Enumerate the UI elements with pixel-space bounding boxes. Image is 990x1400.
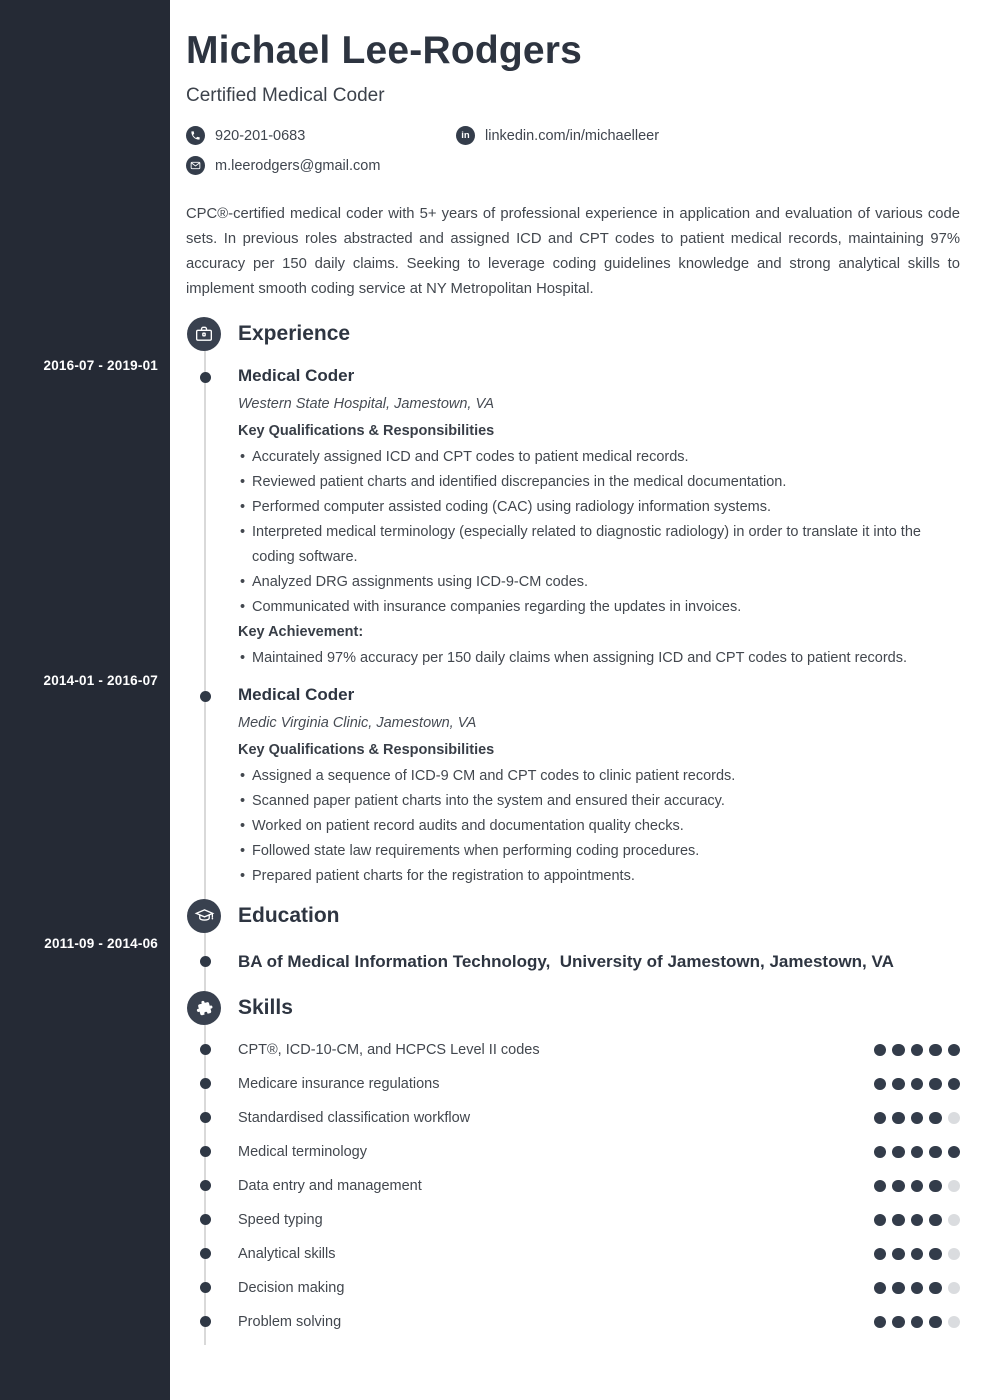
rating-dot-filled — [911, 1078, 924, 1091]
achievement-bullet: • Maintained 97% accuracy per 150 daily claims when assigning ICD and CPT codes to patient records. — [238, 646, 960, 671]
achievement-heading: Key Achievement: — [238, 623, 364, 640]
timeline-dot — [200, 1214, 211, 1225]
education-section-title: Education — [238, 903, 340, 927]
job-bullet: • Reviewed patient charts and identified discrepancies in the medical documentation. — [238, 470, 960, 495]
rating-dot-filled — [948, 1044, 961, 1057]
rating-dot-filled — [892, 1112, 905, 1125]
skill-label: Speed typing — [238, 1211, 323, 1228]
person-title: Certified Medical Coder — [186, 85, 385, 106]
linkedin-value[interactable]: linkedin.com/in/michaelleer — [485, 127, 660, 144]
rating-dot-filled — [874, 1146, 887, 1159]
rating-dot-filled — [911, 1044, 924, 1057]
rating-dot-filled — [874, 1282, 887, 1295]
rating-dot-filled — [929, 1316, 942, 1329]
skill-rating — [874, 1248, 961, 1261]
timeline-dot — [200, 1146, 211, 1157]
rating-dot-filled — [929, 1180, 942, 1193]
rating-dot-filled — [892, 1044, 905, 1057]
rating-dot-filled — [911, 1180, 924, 1193]
job-subheading: Key Qualifications & Responsibilities — [238, 741, 495, 758]
rating-dot-filled — [874, 1044, 887, 1057]
rating-dot-filled — [892, 1316, 905, 1329]
rating-dot-empty — [948, 1214, 961, 1227]
experience-entry-2 — [238, 684, 960, 889]
timeline-dot — [200, 1282, 211, 1293]
rating-dot-filled — [874, 1248, 887, 1261]
timeline-dot — [200, 1316, 211, 1327]
experience-2-dates: 2014-01 - 2016-07 — [43, 673, 158, 688]
rating-dot-empty — [948, 1112, 961, 1125]
timeline-dot — [200, 1180, 211, 1191]
skill-label: Decision making — [238, 1279, 345, 1296]
skills-section-header — [187, 991, 960, 1025]
rating-dot-filled — [892, 1248, 905, 1261]
skill-label: Medical terminology — [238, 1143, 367, 1160]
rating-dot-filled — [948, 1146, 961, 1159]
skill-row — [238, 1271, 960, 1305]
job-bullet: • Scanned paper patient charts into the system and ensured their accuracy. — [238, 789, 960, 814]
person-name: Michael Lee-Rodgers — [186, 29, 583, 72]
rating-dot-filled — [911, 1316, 924, 1329]
rating-dot-filled — [892, 1078, 905, 1091]
skill-row — [238, 1169, 960, 1203]
degree-line: BA of Medical Information Technology, University of Jamestown, Jamestown, VA — [238, 951, 894, 971]
skills-list — [238, 1033, 960, 1339]
job-bullet: • Worked on patient record audits and documentation quality checks. — [238, 814, 960, 839]
rating-dot-filled — [874, 1112, 887, 1125]
skill-rating — [874, 1180, 961, 1193]
skill-label: Data entry and management — [238, 1177, 422, 1194]
puzzle-icon — [187, 991, 221, 1025]
skill-row — [238, 1067, 960, 1101]
rating-dot-filled — [929, 1146, 942, 1159]
job-bullet: • Followed state law requirements when performing coding procedures. — [238, 839, 960, 864]
job-bullet-list — [238, 764, 960, 889]
rating-dot-empty — [948, 1316, 961, 1329]
rating-dot-filled — [911, 1248, 924, 1261]
contact-email — [186, 156, 456, 175]
rating-dot-filled — [874, 1316, 887, 1329]
phone-value[interactable]: 920-201-0683 — [215, 127, 306, 144]
skill-label: Problem solving — [238, 1313, 342, 1330]
timeline-dot — [200, 1044, 211, 1055]
rating-dot-filled — [929, 1078, 942, 1091]
professional-summary: CPC®-certified medical coder with 5+ years of professional experience in application and evaluation of various code sets. In previous roles abstracted and assigned ICD and CPT codes to patient medical records, maintaining 97% accuracy per 150 daily claims. Seeking to leverage coding guidelines knowledge and strong analytical skills to implement smooth coding service at NY Metropolitan Hospital. — [186, 206, 960, 297]
education-section-header — [187, 899, 960, 933]
timeline-dot — [200, 1248, 211, 1259]
rating-dot-filled — [929, 1044, 942, 1057]
rating-dot-empty — [948, 1180, 961, 1193]
skill-row — [238, 1305, 960, 1339]
job-bullet: • Analyzed DRG assignments using ICD-9-CM codes. — [238, 570, 960, 595]
rating-dot-filled — [929, 1282, 942, 1295]
rating-dot-filled — [892, 1180, 905, 1193]
contact-block — [186, 126, 960, 175]
skills-section-title: Skills — [238, 995, 293, 1019]
experience-section-header — [187, 317, 960, 351]
skill-rating — [874, 1044, 961, 1057]
timeline-dot — [200, 1078, 211, 1089]
skill-row — [238, 1237, 960, 1271]
rating-dot-filled — [948, 1078, 961, 1091]
timeline-dot — [200, 691, 211, 702]
job-bullet: • Communicated with insurance companies regarding the updates in invoices. — [238, 595, 960, 620]
education-entries — [238, 946, 960, 978]
job-company: Medic Virginia Clinic, Jamestown, VA — [238, 714, 477, 731]
achievement-bullet-list — [238, 646, 960, 671]
rating-dot-empty — [948, 1282, 961, 1295]
education-entry — [238, 946, 960, 978]
rating-dot-filled — [929, 1112, 942, 1125]
resume-content — [170, 0, 990, 1400]
skill-rating — [874, 1146, 961, 1159]
rating-dot-filled — [911, 1112, 924, 1125]
phone-icon — [186, 126, 205, 145]
rating-dot-filled — [892, 1282, 905, 1295]
rating-dot-filled — [911, 1146, 924, 1159]
contact-phone — [186, 126, 456, 145]
rating-dot-filled — [929, 1248, 942, 1261]
timeline-dot — [200, 372, 211, 383]
email-value[interactable]: m.leerodgers@gmail.com — [215, 157, 381, 174]
briefcase-icon — [187, 317, 221, 351]
skill-rating — [874, 1214, 961, 1227]
skill-label: Analytical skills — [238, 1245, 336, 1262]
experience-entries — [238, 365, 960, 889]
email-icon — [186, 156, 205, 175]
skill-rating — [874, 1078, 961, 1091]
rating-dot-filled — [892, 1146, 905, 1159]
job-bullet: • Interpreted medical terminology (especially related to diagnostic radiology) in order to translate it into the coding software. — [238, 520, 960, 570]
linkedin-icon: in — [456, 126, 475, 145]
rating-dot-filled — [874, 1214, 887, 1227]
skill-rating — [874, 1316, 961, 1329]
job-role: Medical Coder — [238, 365, 355, 385]
job-bullet: • Accurately assigned ICD and CPT codes to patient medical records. — [238, 445, 960, 470]
education-dates: 2011-09 - 2014-06 — [44, 936, 158, 951]
rating-dot-empty — [948, 1248, 961, 1261]
job-company: Western State Hospital, Jamestown, VA — [238, 395, 495, 412]
skill-row — [238, 1101, 960, 1135]
job-bullet: • Prepared patient charts for the registration to appointments. — [238, 864, 960, 889]
job-role: Medical Coder — [238, 684, 355, 704]
job-subheading: Key Qualifications & Responsibilities — [238, 422, 495, 439]
skill-rating — [874, 1112, 961, 1125]
timeline-dot — [200, 956, 211, 967]
rating-dot-filled — [892, 1214, 905, 1227]
rating-dot-filled — [929, 1214, 942, 1227]
rating-dot-filled — [874, 1180, 887, 1193]
rating-dot-filled — [911, 1214, 924, 1227]
skill-row — [238, 1033, 960, 1067]
job-bullet-list — [238, 445, 960, 620]
skill-label: CPT®, ICD-10-CM, and HCPCS Level II codes — [238, 1041, 540, 1058]
rating-dot-filled — [911, 1282, 924, 1295]
skill-label: Standardised classification workflow — [238, 1109, 471, 1126]
skill-rating — [874, 1282, 961, 1295]
experience-section-title: Experience — [238, 321, 351, 345]
job-bullet: • Performed computer assisted coding (CAC) using radiology information systems. — [238, 495, 960, 520]
skill-row — [238, 1203, 960, 1237]
experience-1-dates: 2016-07 - 2019-01 — [43, 358, 158, 373]
timeline-dot — [200, 1112, 211, 1123]
experience-entry-1 — [238, 365, 960, 671]
skill-row — [238, 1135, 960, 1169]
skill-label: Medicare insurance regulations — [238, 1075, 440, 1092]
job-bullet: • Assigned a sequence of ICD-9 CM and CPT codes to clinic patient records. — [238, 764, 960, 789]
contact-linkedin — [456, 126, 960, 145]
sidebar — [0, 0, 170, 1400]
graduation-cap-icon — [187, 899, 221, 933]
rating-dot-filled — [874, 1078, 887, 1091]
